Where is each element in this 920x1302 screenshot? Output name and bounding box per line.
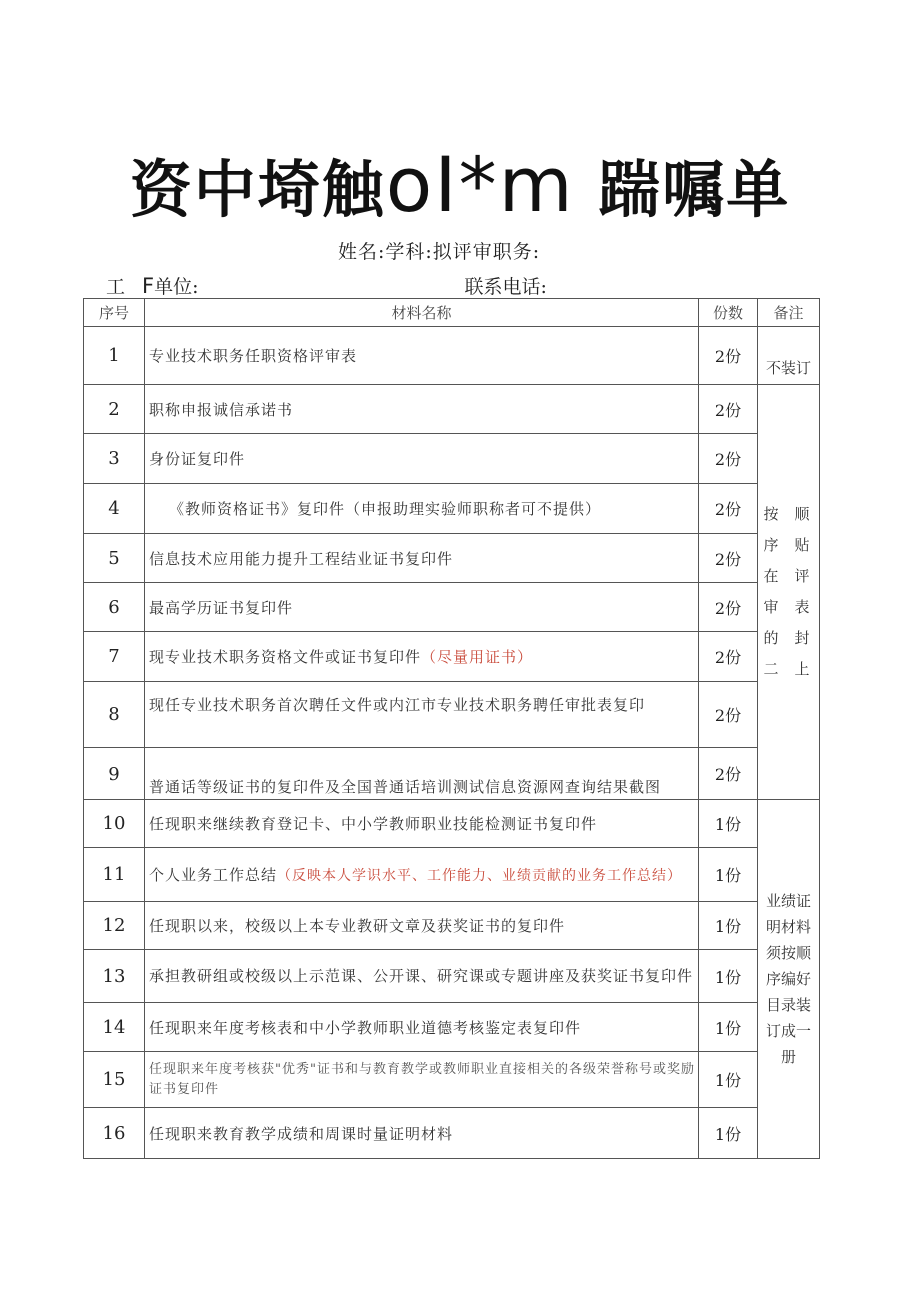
row-no: 10 — [84, 800, 145, 848]
unit-label: 单位: — [154, 276, 199, 298]
row-no: 14 — [84, 1003, 145, 1052]
title-part2: 踹嘱单 — [598, 153, 791, 226]
row-no: 6 — [84, 583, 145, 632]
title-part1: 资中埼触 — [129, 153, 386, 226]
header-remark: 备注 — [758, 299, 820, 327]
row-no: 16 — [84, 1108, 145, 1159]
row-copies: 2份 — [699, 534, 758, 583]
row-material: 《教师资格证书》复印件（申报助理实验师职称者可不提供） — [145, 484, 699, 534]
row-copies: 1份 — [699, 950, 758, 1003]
row-copies: 2份 — [699, 327, 758, 385]
table-row — [84, 1003, 820, 1052]
table-row — [84, 748, 820, 800]
row-copies: 2份 — [699, 632, 758, 682]
row-copies: 2份 — [699, 385, 758, 434]
table-row — [84, 632, 820, 682]
row-material-note: （反映本人学识水平、工作能力、业绩贡献的业务工作总结） — [277, 868, 683, 884]
row-material-note: （尽量用证书） — [421, 648, 534, 666]
table-header-row — [84, 299, 820, 327]
row-no: 7 — [84, 632, 145, 682]
row-copies: 1份 — [699, 1108, 758, 1159]
phone-label: 联系电话: — [464, 276, 547, 298]
row-material: 任现职来教育教学成绩和周课时量证明材料 — [145, 1108, 699, 1159]
remark-group-10-16 — [758, 800, 820, 1159]
row-copies: 2份 — [699, 434, 758, 484]
materials-table — [83, 298, 820, 1159]
row-material: 任现职来年度考核表和中小学教师职业道德考核鉴定表复印件 — [145, 1003, 699, 1052]
table-row — [84, 534, 820, 583]
table-row — [84, 848, 820, 902]
row-material: 任现职来年度考核获"优秀"证书和与教育教学或教师职业直接相关的各级荣誉称号或奖励证书复印件 — [145, 1052, 699, 1108]
header-material: 材料名称 — [145, 299, 699, 327]
f-label: F — [142, 274, 155, 298]
table-row — [84, 1108, 820, 1159]
row-material: 任现职来继续教育登记卡、中小学教师职业技能检测证书复印件 — [145, 800, 699, 848]
row-material: 信息技术应用能力提升工程结业证书复印件 — [145, 534, 699, 583]
table-row — [84, 385, 820, 434]
row-copies: 1份 — [699, 1003, 758, 1052]
row-no: 13 — [84, 950, 145, 1003]
header-copies: 份数 — [699, 299, 758, 327]
row-material: 现专业技术职务资格文件或证书复印件（尽量用证书） — [145, 632, 699, 682]
row-no: 1 — [84, 327, 145, 385]
info-line-unit-phone — [106, 274, 806, 300]
row-no: 11 — [84, 848, 145, 902]
row-material: 身份证复印件 — [145, 434, 699, 484]
row-no: 8 — [84, 682, 145, 748]
row-copies: 1份 — [699, 902, 758, 950]
row-no: 3 — [84, 434, 145, 484]
row-copies: 2份 — [699, 484, 758, 534]
remark-group-2-9 — [758, 385, 820, 800]
row-material: 承担教研组或校级以上示范课、公开课、研究课或专题讲座及获奖证书复印件 — [145, 950, 699, 1003]
row-remark: 不装订 — [758, 327, 820, 385]
row-copies: 1份 — [699, 1052, 758, 1108]
row-material: 普通话等级证书的复印件及全国普通话培训测试信息资源网查询结果截图 — [145, 748, 699, 800]
table-row — [84, 583, 820, 632]
table-row — [84, 682, 820, 748]
title-latin: oI*m — [385, 140, 575, 229]
row-copies: 2份 — [699, 682, 758, 748]
row-material: 职称申报诚信承诺书 — [145, 385, 699, 434]
row-no: 9 — [84, 748, 145, 800]
row-material: 最高学历证书复印件 — [145, 583, 699, 632]
table-row — [84, 1052, 820, 1108]
row-no: 12 — [84, 902, 145, 950]
header-no: 序号 — [84, 299, 145, 327]
table-row — [84, 902, 820, 950]
table-row — [84, 434, 820, 484]
document-title — [0, 140, 920, 235]
row-no: 4 — [84, 484, 145, 534]
work-label: 工 — [106, 276, 126, 298]
table-row — [84, 800, 820, 848]
remark-text: 业绩证明材料须按顺序编好目录装订成一册 — [765, 892, 811, 1066]
info-line-name-subject: 姓名:学科:拟评审职务: — [338, 241, 541, 263]
row-copies: 1份 — [699, 848, 758, 902]
unit-field[interactable] — [199, 280, 465, 299]
phone-field[interactable] — [547, 280, 737, 299]
row-no: 15 — [84, 1052, 145, 1108]
table-row — [84, 950, 820, 1003]
row-material: 专业技术职务任职资格评审表 — [145, 327, 699, 385]
row-copies: 2份 — [699, 583, 758, 632]
row-no: 2 — [84, 385, 145, 434]
row-material: 现任专业技术职务首次聘任文件或内江市专业技术职务聘任审批表复印 — [145, 682, 699, 748]
table-row — [84, 484, 820, 534]
remark-text: 按顺序贴在评审表的封二上 — [763, 505, 814, 678]
row-copies: 2份 — [699, 748, 758, 800]
row-material: 任现职以来，校级以上本专业教研文章及获奖证书的复印件 — [145, 902, 699, 950]
table-row — [84, 327, 820, 385]
row-no: 5 — [84, 534, 145, 583]
row-copies: 1份 — [699, 800, 758, 848]
row-material: 个人业务工作总结（反映本人学识水平、工作能力、业绩贡献的业务工作总结） — [145, 848, 699, 902]
